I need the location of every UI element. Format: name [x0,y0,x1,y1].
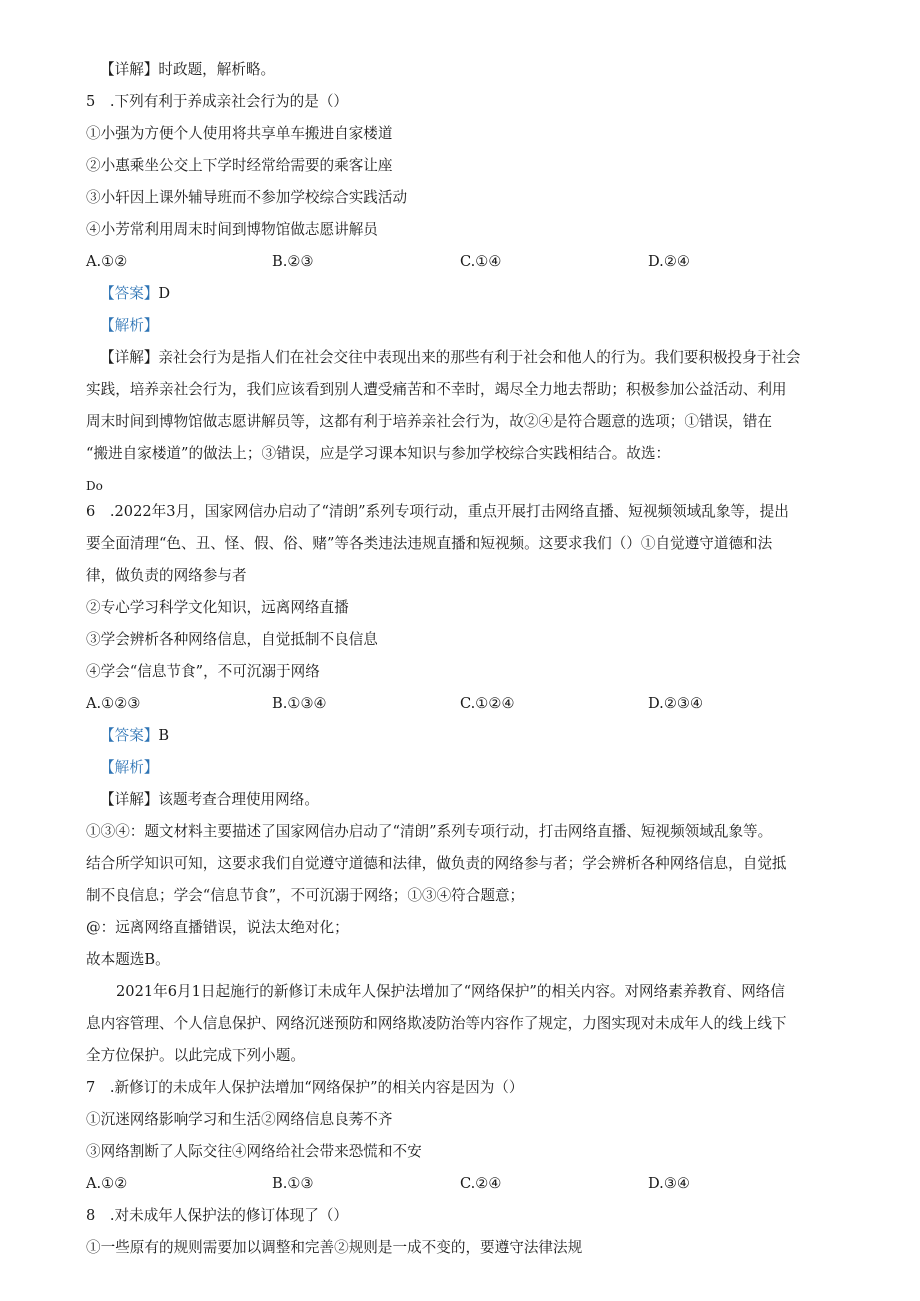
options-row [86,1168,836,1200]
question-6 [86,496,836,688]
detail-tag: 【详解】 [100,791,159,808]
passage-line: 息内容管理、个人信息保护、网络沉迷预防和网络欺凌防治等内容作了规定，力图实现对未成年人的线上线下 [86,1015,787,1032]
statement-item: ③学会辨析各种网络信息，自觉抵制不良信息 [86,631,378,648]
detail-line: 制不良信息；学会“信息节食”，不可沉溺于网络；①③④符合题意； [86,887,525,904]
detail-line: 该题考查合理使用网络。 [158,791,319,808]
answer-tag: 【答案】 [100,727,159,744]
passage-line: 全方位保护。以此完成下列小题。 [86,1047,305,1064]
analysis-tag: 【解析】 [100,317,159,334]
question-stem: 8 .对未成年人保护法的修订体现了（） [86,1207,349,1224]
option-a: A.①② [86,1175,128,1192]
option-d: D.③④ [648,1175,690,1192]
detail-line: 结合所学知识可知，这要求我们自觉遵守道德和法律，做负责的网络参与者；学会辨析各种网络信息，自觉抵 [86,855,787,872]
detail-line: ①③④：题文材料主要描述了国家网信办启动了“清朗”系列专项行动，打击网络直播、短视频领域乱象等。 [86,823,773,840]
options-row [86,688,836,720]
reading-passage [86,976,836,1072]
question-stem: 6 .2022年3月，国家网信办启动了“清朗”系列专项行动，重点开展打击网络直播、短视频领域乱象等，提出 [86,503,789,520]
question-stem: 律，做负责的网络参与者 [86,567,247,584]
question-stem: 要全面清理“色、丑、怪、假、俗、赌”等各类违法违规直播和短视频。这要求我们（）①自觉遵守道德和法 [86,535,773,552]
option-b: B.①③④ [272,695,327,712]
detail-line: 周末时间到博物馆做志愿讲解员等，这都有利于培养亲社会行为，故②④是符合题意的选项；①错误，错在 [86,413,772,430]
answer-block-6 [86,720,836,976]
statement-item: ③小轩因上课外辅导班而不参加学校综合实践活动 [86,189,408,206]
question-stem: 5 .下列有利于养成亲社会行为的是（） [86,93,349,110]
statement-item: ④学会“信息节食”，不可沉溺于网络 [86,663,320,680]
passage-line: 2021年6月1日起施行的新修订未成年人保护法增加了“网络保护”的相关内容。对网络素养教育、网络信 [116,983,785,1000]
question-8 [86,1200,836,1264]
answer-block-5 [86,278,836,470]
options-row [86,246,836,278]
detail-line: 亲社会行为是指人们在社会交往中表现出来的那些有利于社会和他人的行为。我们要积极投身于社会 [158,349,801,366]
intro-detail [86,54,836,86]
statement-item: ②专心学习科学文化知识，远离网络直播 [86,599,349,616]
detail-line: 故本题选B。 [86,951,170,968]
statement-item: ①小强为方便个人使用将共享单车搬进自家楼道 [86,125,393,142]
option-c: C.①④ [460,253,502,270]
option-c: C.①②④ [460,695,515,712]
question-5 [86,86,836,246]
question-stem: 7 .新修订的未成年人保护法增加“网络保护”的相关内容是因为（） [86,1079,524,1096]
option-d: D.②④ [648,253,690,270]
statement-item: ②小惠乘坐公交上下学时经常给需要的乘客让座 [86,157,393,174]
detail-tag: 【详解】 [100,61,159,78]
analysis-tag: 【解析】 [100,759,159,776]
option-a: A.①② [86,253,128,270]
question-7 [86,1072,836,1168]
answer-value: B [158,727,170,744]
answer-value: D [158,285,171,302]
option-c: C.②④ [460,1175,502,1192]
option-d: D.②③④ [648,695,704,712]
statement-item: ③网络割断了人际交往④网络给社会带来恐慌和不安 [86,1143,422,1160]
option-b: B.②③ [272,253,314,270]
detail-tail-text: Do [86,479,103,493]
statement-item: ①一些原有的规则需要加以调整和完善②规则是一成不变的，要遵守法律法规 [86,1239,583,1256]
option-a: A.①②③ [86,695,141,712]
detail-line: @：远离网络直播错误，说法太绝对化； [86,919,349,936]
detail-tag: 【详解】 [100,349,159,366]
statement-item: ①沉迷网络影响学习和生活②网络信息良莠不齐 [86,1111,393,1128]
statement-item: ④小芳常利用周末时间到博物馆做志愿讲解员 [86,221,378,238]
option-b: B.①③ [272,1175,314,1192]
detail-line: 实践，培养亲社会行为，我们应该看到别人遭受痛苦和不幸时，竭尽全力地去帮助；积极参加公益活动、利用 [86,381,787,398]
detail-line: “搬进自家楼道”的做法上；③错误，应是学习课本知识与参加学校综合实践相结合。故选： [86,445,671,462]
detail-text: 时政题，解析略。 [158,61,276,78]
answer-tag: 【答案】 [100,285,159,302]
